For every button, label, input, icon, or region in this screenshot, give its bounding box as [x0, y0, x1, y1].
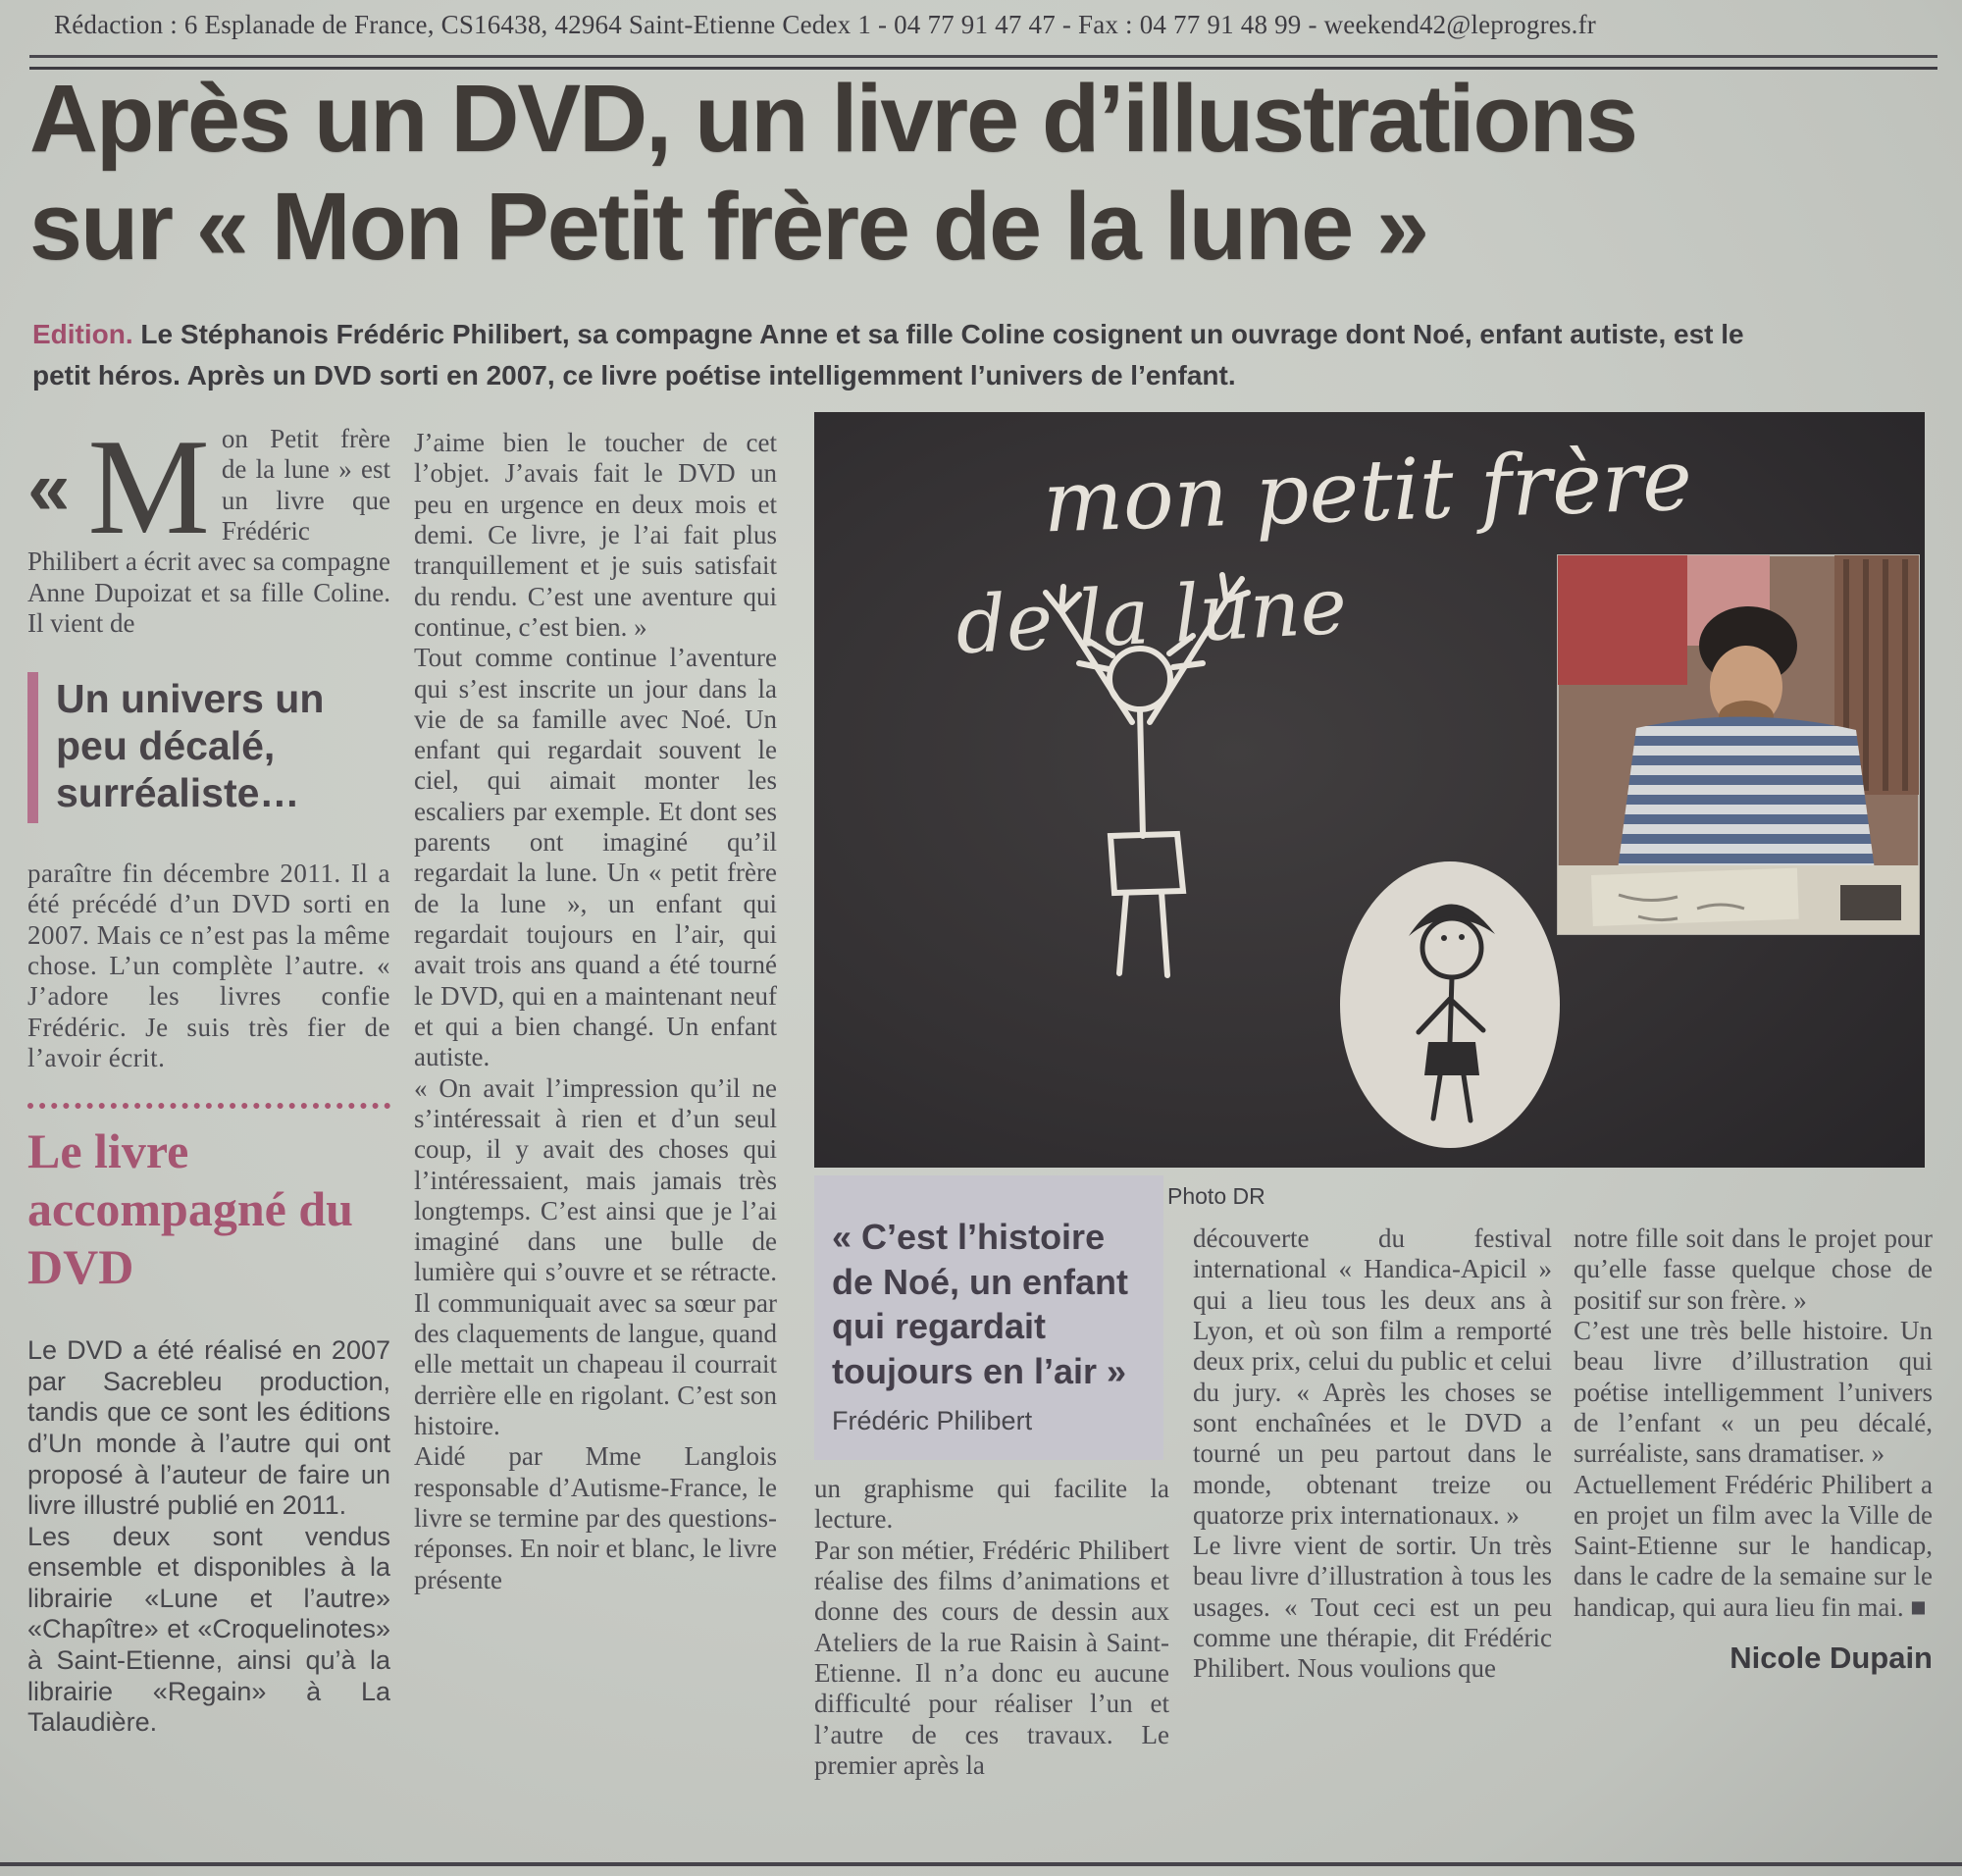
author-byline: Nicole Dupain	[1730, 1641, 1933, 1676]
body-paragraph: Par son métier, Frédéric Philibert réalise des films d’animations et donne des cours de dessin aux Ateliers de la rue Raisin à Saint-Etienne. Il n’a donc eu aucune difficulté pour réaliser l’un et l’autre de ces travaux. Le premier après la	[814, 1535, 1169, 1780]
dotted-separator	[27, 1103, 390, 1109]
standfirst	[32, 314, 1759, 396]
photo-credit: Photo DR	[1167, 1183, 1265, 1209]
column-3	[814, 1474, 1169, 1781]
headline-line-1: Après un DVD, un livre d’illustrations	[29, 65, 1636, 172]
opening-text: on Petit frère de la lune » est un livre que Frédéric Philibert a écrit avec sa compagne Anne Dupoizat et sa fille Coline. Il vient de	[27, 424, 390, 638]
pull-quote-attribution: Frédéric Philibert	[832, 1405, 1033, 1435]
article-headline	[29, 65, 1942, 280]
body-paragraph: découverte du festival international « Handica-Apicil » qui a lieu tous les deux ans à Lyon, et où son film a remporté deux prix, celui du public et celui du jury. « Après les choses se sont enchaînées et le DVD a tourné un peu partout dans le monde, obtenant treize ou quatorze prix internationaux. »	[1193, 1224, 1552, 1530]
dropcap: M	[87, 411, 210, 563]
body-paragraph: un graphisme qui facilite la lecture.	[814, 1474, 1169, 1535]
column-5	[1574, 1224, 1933, 1676]
column-1	[27, 411, 390, 1739]
sidebar-paragraph: Le DVD a été réalisé en 2007 par Sacrebleu production, tandis que ce sont les éditions d’Un monde à l’autre qui ont proposé à l’auteur de faire un livre illustré publié en 2011.	[27, 1335, 390, 1521]
section-kicker: Edition.	[32, 319, 133, 349]
column-4	[1193, 1224, 1552, 1685]
pull-quote-text: « C’est l’histoire de Noé, un enfant qui regardait toujours en l’air »	[832, 1217, 1129, 1392]
body-paragraph: Aidé par Mme Langlois responsable d’Autisme-France, le livre se termine par des questions-réponses. En noir et blanc, le livre présente	[414, 1441, 777, 1594]
opening-paragraph	[27, 411, 390, 639]
bottom-rule	[0, 1862, 1962, 1866]
body-paragraph: C’est une très belle histoire. Un beau livre d’illustration qui poétise intelligemment l’univers de l’enfant « un peu décalé, surréaliste, sans dramatiser. »	[1574, 1315, 1933, 1469]
column-2	[414, 428, 777, 1595]
inset-portrait-photo	[1558, 555, 1919, 934]
body-paragraph: Tout comme continue l’aventure qui s’est inscrite un jour dans la vie de sa famille avec Noé. Un enfant qui regardait souvent le ciel, qui aimait monter les escaliers par exemple. Et dont ses parents ont imaginé qu’il regardait la lune. Un « petit frère de la lune », un enfant qui regardait toujours en l’air, qui avait trois ans quand a été tourné le DVD, qui en a maintenant neuf et qui a bien changé. Un enfant autiste.	[414, 643, 777, 1072]
sidebar-title: Le livre accompagné du DVD	[27, 1123, 353, 1295]
masthead-contact-line: Rédaction : 6 Esplanade de France, CS16438, 42964 Saint-Etienne Cedex 1 - 04 77 91 47 47 - Fax : 04 77 91 48 99 - weekend42@leprogres.fr	[54, 10, 1597, 39]
chalk-title-line2: de la lune	[954, 559, 1350, 672]
body-paragraph: J’aime bien le toucher de cet l’objet. J’avais fait le DVD un peu en urgence en deux mois et demi. Ce livre, je l’ai fait plus tranquillement et je suis satisfait du rendu. C’est une aventure qui continue, c’est bien. »	[414, 428, 777, 642]
standfirst-text: Le Stéphanois Frédéric Philibert, sa compagne Anne et sa fille Coline cosignent un ouvrage dont Noé, enfant autiste, est le petit héros. Après un DVD sorti en 2007, ce livre poétise intelligemment l’univers de l’enfant.	[32, 319, 1744, 391]
chalk-boy-in-oval	[1340, 861, 1560, 1148]
sidebar-paragraph: Les deux sont vendus ensemble et disponibles à la librairie «Lune et l’autre» «Chapître» et «Croquelinotes» à Saint-Etienne, ainsi qu’à la librairie «Regain» à La Talaudière.	[27, 1521, 390, 1738]
body-paragraph: « On avait l’impression qu’il ne s’intéressait à rien et d’un seul coup, il y avait des choses qui l’intéressaient, mais jamais très longtemps. C’est ainsi que je l’ai imaginé dans une bulle de lumière qui s’ouvre et se rétracte. Il communiquait avec sa sœur par des claquements de langue, quand elle mettait un chapeau il courrait derrière elle en rigolant. C’est son histoire.	[414, 1072, 777, 1440]
chalk-title-line1: mon petit frère	[1041, 431, 1694, 552]
crosshead: Un univers un peu décalé, surréaliste…	[27, 672, 390, 823]
body-paragraph: notre fille soit dans le projet pour qu’elle fasse quelque chose de positif sur son frère. »	[1574, 1224, 1933, 1315]
article-photo-blackboard	[814, 412, 1925, 1168]
body-paragraph: Le livre vient de sortir. Un très beau livre d’illustration à tous les usages. « Tout ceci est un peu comme une thérapie, dit Frédéric Philibert. Nous voulions que	[1193, 1531, 1552, 1684]
opening-quote-mark: «	[27, 444, 71, 531]
headline-line-2: sur « Mon Petit frère de la lune »	[29, 172, 1428, 280]
pull-quote-box	[814, 1175, 1163, 1460]
body-paragraph: Actuellement Frédéric Philibert a en projet un film avec la Ville de Saint-Etienne sur le handicap, dans le cadre de la semaine sur le handicap, qui aura lieu fin mai. ■	[1574, 1469, 1933, 1622]
column1-paragraph: paraître fin décembre 2011. Il a été précédé d’un DVD sorti en 2007. Mais ce n’est pas la même chose. L’un complète l’autre. « J’adore les livres confie Frédéric. Je suis très fier de l’avoir écrit.	[27, 859, 390, 1072]
